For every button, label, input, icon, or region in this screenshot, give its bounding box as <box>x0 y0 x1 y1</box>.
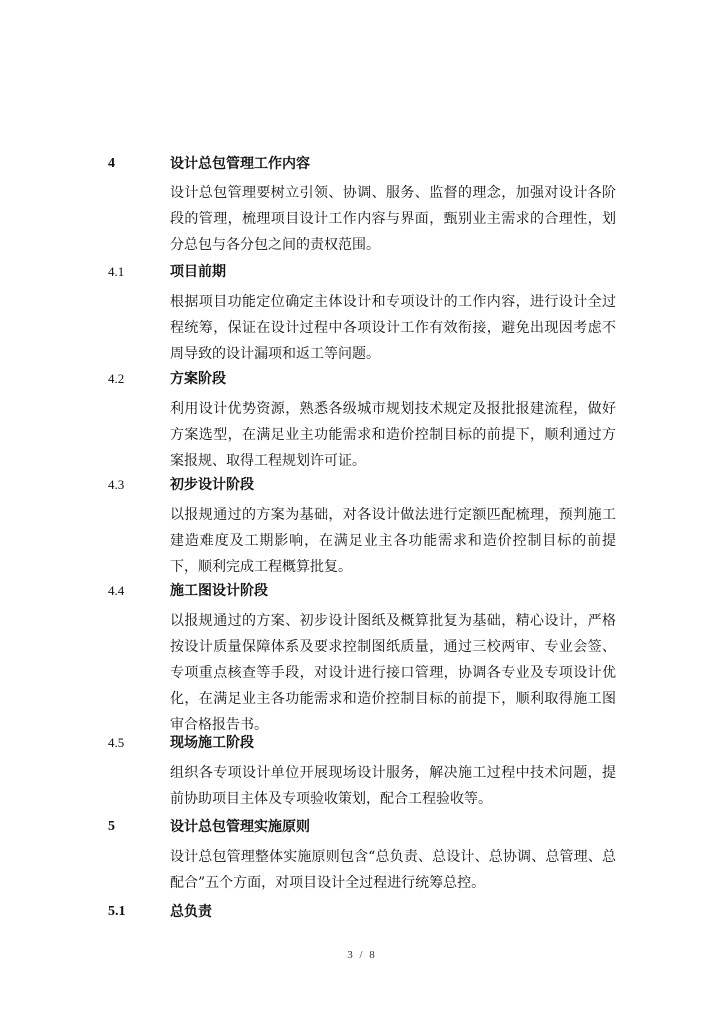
section-paragraph: 设计总包管理整体实施原则包含“总负责、总设计、总协调、总管理、总配合”五个方面，对项目设计全过程进行统筹总控。 <box>170 849 616 891</box>
section-number: 4.3 <box>108 477 125 492</box>
section-paragraph: 利用设计优势资源，熟悉各级城市规划技术规定及报批报建流程，做好方案选型，在满足业主功能需求和造价控制目标的前提下，顺利通过方案报规、取得工程规划许可证。 <box>170 401 616 469</box>
section-number: 4.4 <box>108 583 125 598</box>
section-heading: 方案阶段 <box>170 371 226 387</box>
section-number: 4.1 <box>108 264 125 279</box>
section-paragraph: 组织各专项设计单位开展现场设计服务，解决施工过程中技术问题，提前协助项目主体及专项验收策划，配合工程验收等。 <box>170 765 616 807</box>
section-number: 4.5 <box>108 735 125 750</box>
section-number: 4.2 <box>108 371 125 386</box>
section-heading: 设计总包管理工作内容 <box>170 156 310 172</box>
section-heading: 项目前期 <box>170 264 226 280</box>
section-number: 4 <box>108 156 115 171</box>
section-heading: 设计总包管理实施原则 <box>170 819 310 835</box>
section-number: 5.1 <box>108 904 126 919</box>
section-paragraph: 以报规通过的方案、初步设计图纸及概算批复为基础，精心设计，严格按设计质量保障体系及要求控制图纸质量，通过三校两审、专业会签、专项重点核查等手段，对设计进行接口管理，协调各专业及专项设计优化，在满足业主各功能需求和造价控制目标的前提下，顺利取得施工图审合格报告书。 <box>170 613 616 733</box>
section-heading: 初步设计阶段 <box>170 477 254 493</box>
section-paragraph: 以报规通过的方案为基础，对各设计做法进行定额匹配梳理，预判施工建造难度及工期影响，在满足业主各功能需求和造价控制目标的前提下，顺利完成工程概算批复。 <box>170 507 616 575</box>
section-number: 5 <box>108 819 115 834</box>
section-heading: 现场施工阶段 <box>170 735 254 751</box>
section-paragraph: 设计总包管理要树立引领、协调、服务、监督的理念，加强对设计各阶段的管理，梳理项目设计工作内容与界面，甄别业主需求的合理性，划分总包与各分包之间的责权范围。 <box>170 185 616 253</box>
page-indicator: 3 / 8 <box>347 949 377 961</box>
section-heading: 总负责 <box>170 904 212 920</box>
section-heading: 施工图设计阶段 <box>170 583 268 599</box>
section-paragraph: 根据项目功能定位确定主体设计和专项设计的工作内容，进行设计全过程统筹，保证在设计过程中各项设计工作有效衔接，避免出现因考虑不周导致的设计漏项和返工等问题。 <box>170 294 616 362</box>
